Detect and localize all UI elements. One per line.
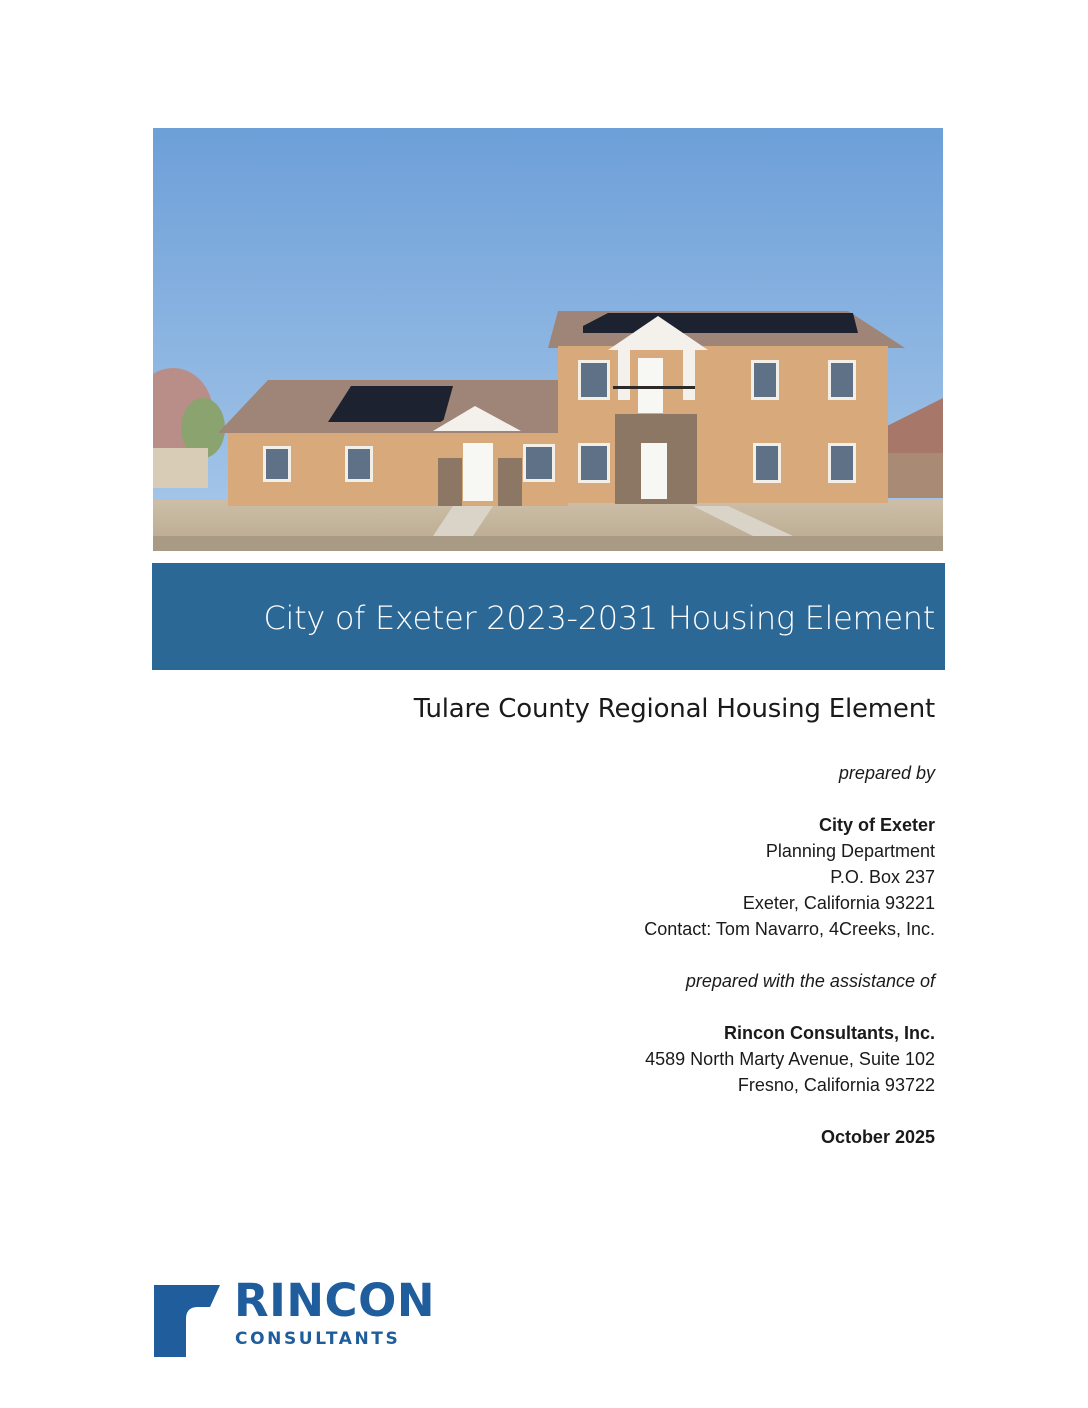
rincon-logo	[154, 1274, 474, 1356]
assistance-label: prepared with the assistance of	[685, 971, 935, 991]
rincon-logo-mark-icon	[154, 1285, 220, 1357]
preparer-contact: Contact: Tom Navarro, 4Creeks, Inc.	[644, 919, 935, 939]
preparer-po-box: P.O. Box 237	[830, 867, 935, 887]
assistant-address: 4589 North Marty Avenue, Suite 102	[645, 1049, 935, 1069]
assistant-org-name: Rincon Consultants, Inc.	[723, 1023, 935, 1043]
rincon-logo-tagline: CONSULTANTS	[235, 1329, 401, 1349]
credits-block	[415, 760, 935, 1150]
preparer-org-name: City of Exeter	[818, 815, 935, 835]
cover-photo	[153, 128, 943, 551]
publication-date: October 2025	[820, 1127, 935, 1147]
document-title: City of Exeter 2023-2031 Housing Element	[263, 599, 935, 637]
spacer	[415, 1098, 935, 1124]
title-banner	[152, 563, 945, 670]
prepared-by-label: prepared by	[838, 763, 935, 783]
document-subtitle: Tulare County Regional Housing Element	[413, 694, 935, 724]
spacer	[415, 942, 935, 968]
spacer	[415, 786, 935, 812]
preparer-department: Planning Department	[765, 841, 935, 861]
assistant-city-state-zip: Fresno, California 93722	[737, 1075, 935, 1095]
preparer-city-state-zip: Exeter, California 93221	[742, 893, 935, 913]
spacer	[415, 994, 935, 1020]
rincon-logo-name: RINCON	[234, 1274, 435, 1327]
